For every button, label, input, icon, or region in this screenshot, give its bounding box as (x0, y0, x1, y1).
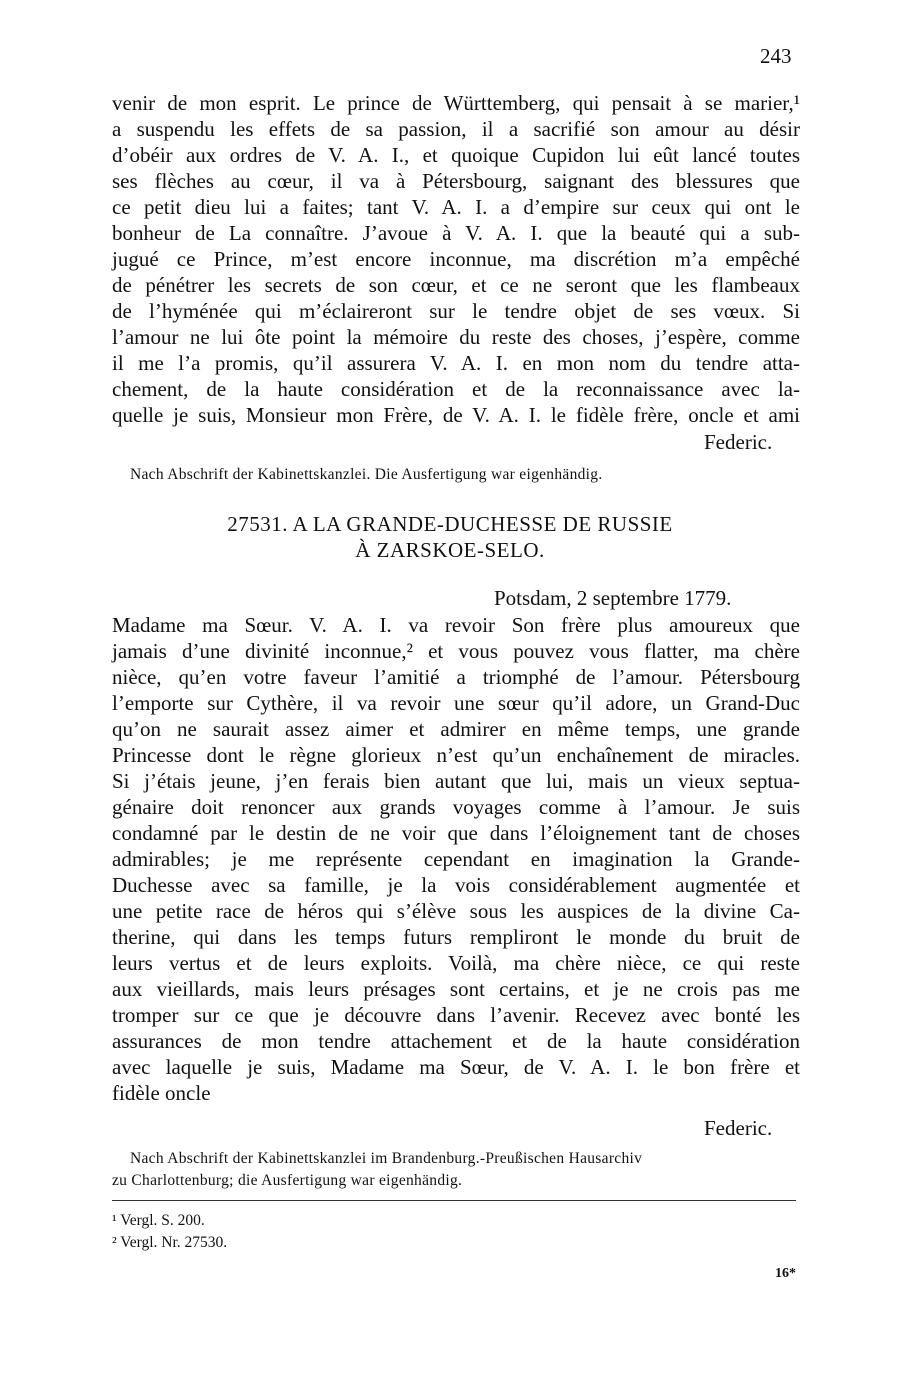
text-line: jugué ce Prince, m’est encore inconnue, ma discrétion m’a empêché (112, 247, 800, 271)
dateline: Potsdam, 2 septembre 1779. (494, 586, 732, 610)
text-line: ses flèches au cœur, il va à Pétersbourg, saignant des blessures que (112, 169, 800, 193)
text-line: avec laquelle je suis, Madame ma Sœur, de V. A. I. le bon frère et (112, 1055, 800, 1079)
source-note-continued: zu Charlottenburg; die Ausfertigung war eigenhändig. (112, 1172, 463, 1189)
text-line: l’emporte sur Cythère, il va revoir une sœur qu’il adore, un Grand-Duc (112, 691, 800, 715)
source-note: Nach Abschrift der Kabinettskanzlei. Die Ausfertigung war eigenhändig. (130, 466, 603, 483)
text-line: il me l’a promis, qu’il assurera V. A. I. en mon nom du tendre atta- (112, 351, 800, 375)
text-line: Si j’étais jeune, j’en ferais bien autant que lui, mais un vieux septua- (112, 769, 800, 793)
footnote-divider (112, 1200, 796, 1201)
text-line: venir de mon esprit. Le prince de Württemberg, qui pensait à se marier,¹ (112, 91, 800, 115)
text-line: de l’hyménée qui m’éclaireront sur le tendre objet de ses vœux. Si (112, 299, 800, 323)
text-line: leurs vertus et de leurs exploits. Voilà, ma chère nièce, ce qui reste (112, 951, 800, 975)
signature: Federic. (704, 430, 773, 454)
text-line: quelle je suis, Monsieur mon Frère, de V. A. I. le fidèle frère, oncle et ami (112, 403, 800, 427)
text-line: jamais d’une divinité inconnue,² et vous pouvez vous flatter, ma chère (112, 639, 800, 663)
footnote: ² Vergl. Nr. 27530. (112, 1234, 228, 1251)
text-line: Madame ma Sœur. V. A. I. va revoir Son frère plus amoureux que (112, 613, 800, 637)
text-line: génaire doit renoncer aux grands voyages comme à l’amour. Je suis (112, 795, 800, 819)
text-line: de pénétrer les secrets de son cœur, et ce ne seront que les flambeaux (112, 273, 800, 297)
signature-mark: 16* (775, 1266, 796, 1281)
text-line: qu’on ne saurait assez aimer et admirer en même temps, une grande (112, 717, 800, 741)
text-line: nièce, qu’en votre faveur l’amitié a triomphé de l’amour. Pétersbourg (112, 665, 800, 689)
text-line: d’obéir aux ordres de V. A. I., et quoique Cupidon lui eût lancé toutes (112, 143, 800, 167)
page-number: 243 (760, 44, 792, 68)
source-note: Nach Abschrift der Kabinettskanzlei im Brandenburg.-Preußischen Hausarchiv (130, 1150, 643, 1167)
text-line: therine, qui dans les temps futurs rempliront le monde du bruit de (112, 925, 800, 949)
text-line: Princesse dont le règne glorieux n’est qu’un enchaînement de miracles. (112, 743, 800, 767)
text-line: condamné par le destin de ne voir que dans l’éloignement tant de choses (112, 821, 800, 845)
text-line: l’amour ne lui ôte point la mémoire du reste des choses, j’espère, comme (112, 325, 800, 349)
text-line: admirables; je me représente cependant en imagination la Grande- (112, 847, 800, 871)
letter-heading: 27531. A LA GRANDE-DUCHESSE DE RUSSIE (227, 512, 673, 536)
text-line: ce petit dieu lui a faites; tant V. A. I. a d’empire sur ceux qui ont le (112, 195, 800, 219)
text-line: assurances de mon tendre attachement et de la haute considération (112, 1029, 800, 1053)
text-line: aux vieillards, mais leurs présages sont certains, et je ne crois pas me (112, 977, 800, 1001)
text-line: une petite race de héros qui s’élève sous les auspices de la divine Ca- (112, 899, 800, 923)
text-line: chement, de la haute considération et de la reconnaissance avec la- (112, 377, 800, 401)
letter-heading-place: À ZARSKOE-SELO. (355, 538, 545, 562)
text-line: Duchesse avec sa famille, je la vois considérablement augmentée et (112, 873, 800, 897)
signature: Federic. (704, 1116, 773, 1140)
footnote: ¹ Vergl. S. 200. (112, 1212, 205, 1229)
text-line: tromper sur ce que je découvre dans l’avenir. Recevez avec bonté les (112, 1003, 800, 1027)
text-line: a suspendu les effets de sa passion, il a sacrifié son amour au désir (112, 117, 800, 141)
text-line: bonheur de La connaître. J’avoue à V. A. I. que la beauté qui a sub- (112, 221, 800, 245)
text-line: fidèle oncle (112, 1081, 211, 1105)
